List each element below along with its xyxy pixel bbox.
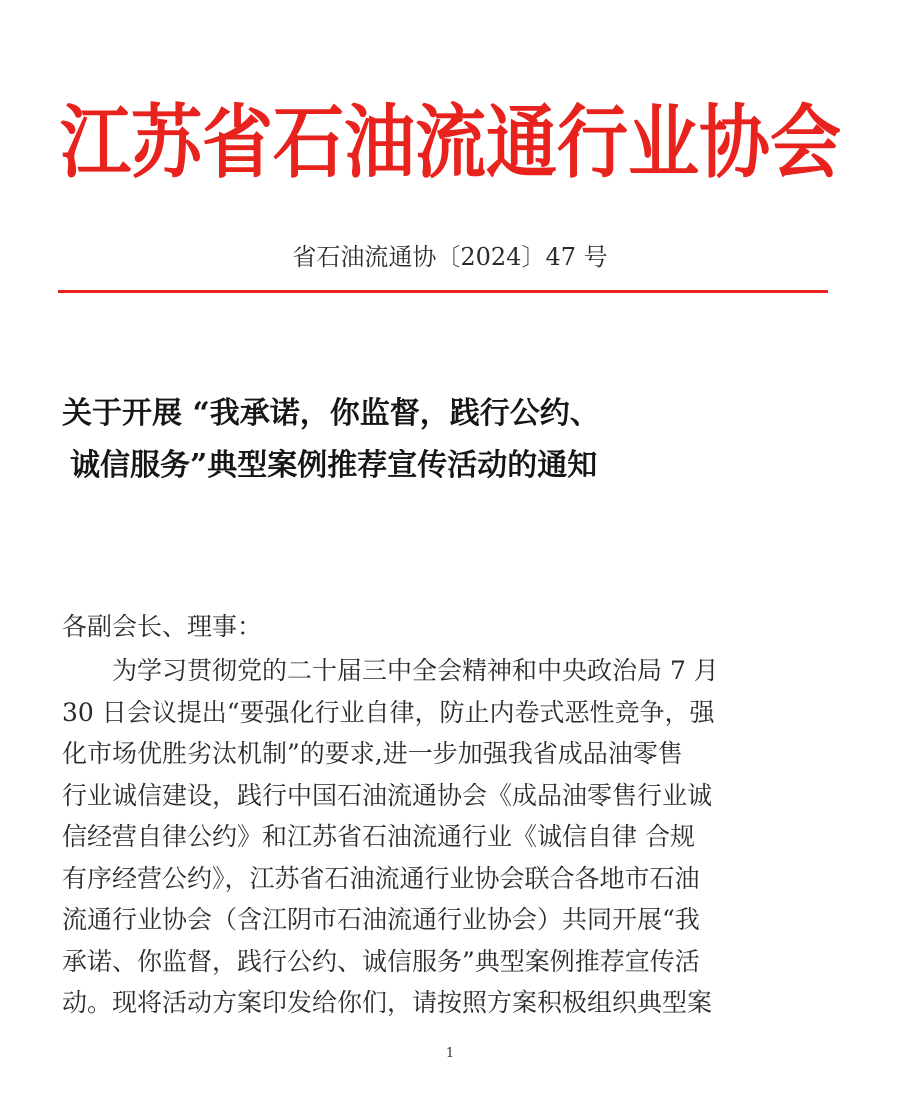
body-line: 化市场优胜劣汰机制”的要求,进一步加强我省成品油零售 [62,739,683,768]
body-line: 为学习贯彻党的二十届三中全会精神和中央政治局 7 月 [112,656,719,685]
body-line: 行业诚信建设，践行中国石油流通协会《成品油零售行业诚 [62,780,713,810]
document-title [62,388,842,492]
salutation: 各副会长、理事： [62,612,263,641]
body-line: 流通行业协会（含江阴市石油流通行业协会）共同开展“我 [62,905,700,934]
document-number: 省石油流通协〔2024〕47 号 [292,243,608,271]
document-title-line-2: 诚信服务”典型案例推荐宣传活动的通知 [70,448,598,483]
body-line: 动。现将活动方案印发给你们，请按照方案积极组织典型案 [62,988,713,1017]
page-number: 1 [445,1046,455,1061]
body-line: 承诺、你监督，践行公约、诚信服务”典型案例推荐宣传活 [62,946,700,976]
body-line: 信经营自律公约》和江苏省石油流通行业《诚信自律 合规 [62,822,695,851]
document-title-line-1: 关于开展 “我承诺，你监督，践行公约、 [62,396,600,431]
body-line: 30 日会议提出“要强化行业自律，防止内卷式恶性竞争，强 [62,697,715,727]
body-paragraph [62,650,852,1024]
body-line: 有序经营公约》，江苏省石油流通行业协会联合各地市石油 [62,863,700,893]
organization-letterhead: 江苏省石油流通行业协会 [60,94,842,189]
red-divider-line [58,290,828,293]
